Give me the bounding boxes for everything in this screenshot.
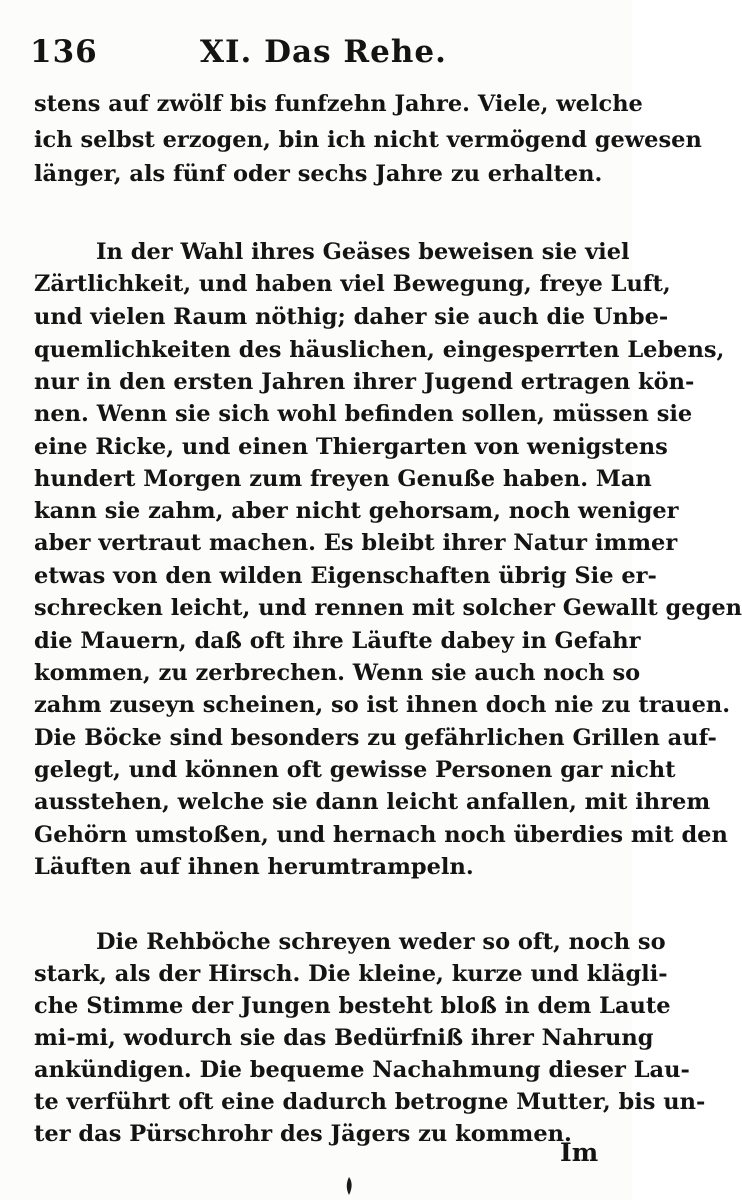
- text-line: Gehörn umstoßen, und hernach noch überdies mit den: [34, 822, 728, 848]
- text-line: mi-mi, wodurch sie das Bedürfniß ihrer Nahrung: [34, 1025, 654, 1051]
- text-line: ter das Pürschrohr des Jägers zu kommen.: [34, 1121, 572, 1147]
- text-line: ankündigen. Die bequeme Nachahmung dieser Lau-: [34, 1057, 690, 1083]
- text-line: ausstehen, welche sie dann leicht anfallen, mit ihrem: [34, 789, 711, 815]
- text-line: Zärtlichkeit, und haben viel Bewegung, freye Luft,: [34, 271, 671, 297]
- catchword: Im: [560, 1138, 599, 1167]
- text-line: stark, als der Hirsch. Die kleine, kurze und klägli-: [34, 961, 668, 987]
- text-line: hundert Morgen zum freyen Genuße haben. Man: [34, 466, 652, 492]
- ink-mark: [342, 1175, 356, 1197]
- text-line: länger, als fünf oder sechs Jahre zu erhalten.: [34, 161, 603, 187]
- text-line: che Stimme der Jungen besteht bloß in dem Laute: [34, 993, 671, 1019]
- text-line: kann sie zahm, aber nicht gehorsam, noch weniger: [34, 498, 679, 524]
- text-line: nur in den ersten Jahren ihrer Jugend ertragen kön-: [34, 369, 695, 395]
- text-line: Läuften auf ihnen herumtrampeln.: [34, 854, 474, 880]
- text-line: gelegt, und können oft gewisse Personen gar nicht: [34, 757, 676, 783]
- page-number: 136: [30, 34, 98, 70]
- text-line: stens auf zwölf bis funfzehn Jahre. Viele, welche: [34, 91, 643, 117]
- text-line: schrecken leicht, und rennen mit solcher Gewallt gegen: [34, 595, 742, 621]
- text-line: ich selbst erzogen, bin ich nicht vermögend gewesen: [34, 127, 702, 153]
- text-line: In der Wahl ihres Geäses beweisen sie viel: [96, 239, 630, 265]
- text-line: Die Böcke sind besonders zu gefährlichen Grillen auf-: [34, 725, 717, 751]
- running-head: XI. Das Rehe.: [200, 34, 447, 70]
- text-line: die Mauern, daß oft ihre Läufte dabey in Gefahr: [34, 628, 641, 654]
- text-line: aber vertraut machen. Es bleibt ihrer Natur immer: [34, 530, 678, 556]
- text-line: kommen, zu zerbrechen. Wenn sie auch noch so: [34, 660, 641, 686]
- text-line: und vielen Raum nöthig; daher sie auch die Unbe-: [34, 304, 669, 330]
- text-line: Die Rehböche schreyen weder so oft, noch so: [96, 929, 666, 955]
- text-line: quemlichkeiten des häuslichen, eingesperrten Lebens,: [34, 337, 725, 363]
- page-header: [30, 34, 610, 74]
- text-line: nen. Wenn sie sich wohl befinden sollen, müssen sie: [34, 401, 693, 427]
- text-line: etwas von den wilden Eigenschaften übrig Sie er-: [34, 563, 657, 589]
- text-line: te verführt oft eine dadurch betrogne Mutter, bis un-: [34, 1089, 706, 1115]
- text-line: eine Ricke, und einen Thiergarten von wenigstens: [34, 434, 668, 460]
- text-line: zahm zuseyn scheinen, so ist ihnen doch nie zu trauen.: [34, 692, 731, 718]
